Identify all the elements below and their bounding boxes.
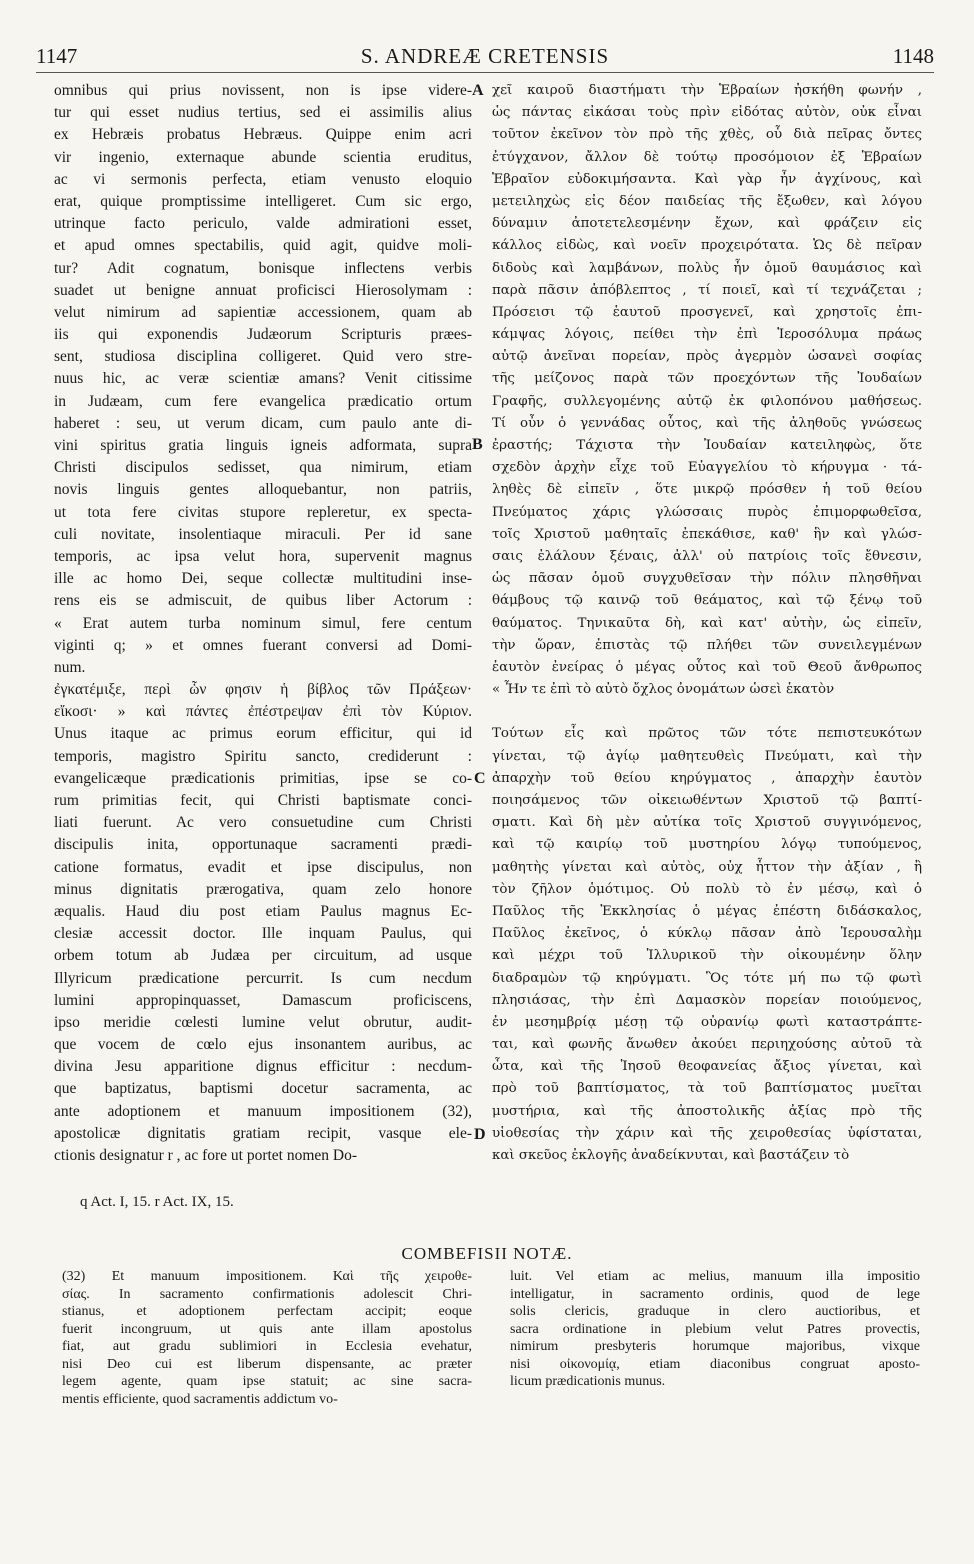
greek-line: θάμβους τῷ καινῷ τοῦ θεάματος, καὶ τῷ ξένῳ τοῦ xyxy=(492,593,922,609)
latin-line: liati fuerunt. Ac vero consuetudine cum Christi xyxy=(54,814,472,832)
latin-column xyxy=(54,80,472,1167)
note-left-line: legem agente, quam ipse statuit; ac sine sacra- xyxy=(62,1374,472,1389)
header-rule xyxy=(36,72,934,73)
greek-line: δύναμιν ἀποτετελεσμένην ἔχων, καὶ φράζειν εἰς xyxy=(492,216,922,232)
page-header xyxy=(36,44,934,74)
latin-line: lumini appropinquasset, Damascum proficiscens, xyxy=(54,991,472,1009)
margin-marker-b: B xyxy=(472,436,483,453)
latin-line: apostolicæ dignitatis gratiam recipit, vasque ele- xyxy=(54,1124,472,1142)
greek-line: Γραφῆς, συλλεγομένης αὐτῷ ἐκ φιλοπόνου μαθήσεως. xyxy=(492,393,922,409)
greek-line: καὶ σκεῦος ἐκλογῆς ἀναδείκνυται, καὶ βαστάζειν τὸ xyxy=(492,1148,850,1163)
note-right-line: nisi οἰκονομίᾳ, etiam diaconibus congruat aposto- xyxy=(510,1356,920,1372)
latin-line: viginti q; » et omnes fuerant conversi ad Domi- xyxy=(54,636,472,654)
notes-right-column xyxy=(510,1268,920,1391)
latin-line: num. xyxy=(54,658,86,676)
greek-line: διδοὺς καὶ λαμβάνων, πολὺς ἦν ὁμοῦ θαυμάσιος καὶ xyxy=(492,260,922,276)
latin-line: culi novitate, insolentiaque miraculi. Per id sane xyxy=(54,525,472,543)
notes-left-column xyxy=(62,1268,472,1408)
running-title: S. ANDREÆ CRETENSIS xyxy=(360,44,610,68)
margin-marker-d: D xyxy=(474,1126,486,1143)
greek-line: κάλλος εἰδὼς, καὶ νοεῖν προχειρότατα. Ὡς δὲ πεῖραν xyxy=(492,238,922,254)
latin-line: que baptizatus, baptismi docetur sacramenta, ac xyxy=(54,1080,472,1098)
greek-line: ποιησάμενος τῶν οἰκειωθέντων Χριστοῦ τῷ βαπτί- xyxy=(492,793,922,808)
latin-line: divina Jesu apparitione dignus efficitur : necdum- xyxy=(54,1058,472,1076)
page-number-right: 1148 xyxy=(892,44,934,68)
latin-line: clesiæ accessit doctor. Ille inquam Paulus, qui xyxy=(54,925,472,943)
greek-line: Τούτων εἷς καὶ πρῶτος τῶν τότε πεπιστευκότων xyxy=(492,726,922,742)
greek-line: ὡς πάντας εἰκάσαι τοὺς πρὶν εἰδότας αὐτὸν, οὐκ εἶναι xyxy=(492,105,922,121)
latin-line: temporis, magistro Spiritu sancto, crediderunt : xyxy=(54,747,472,765)
latin-line: rum primitias fecit, qui Christi baptismate conci- xyxy=(54,792,472,809)
margin-marker-c: C xyxy=(474,770,486,787)
latin-line: εἴκοσι· » καὶ πάντες ἐπέστρεψαν ἐπὶ τὸν Κύριον. xyxy=(54,703,472,721)
greek-line: διαδραμὼν τῷ κηρύγματι. Ὃς τότε μή πω τῷ φωτὶ xyxy=(492,970,922,986)
note-left-line: mentis efficiente, quod sacramentis addictum vo- xyxy=(62,1391,338,1407)
latin-line: rens eis se admiscuit, de quibus liber Actorum : xyxy=(54,592,472,610)
greek-line: ται, καὶ φωνῆς ἄνωθεν ἀκούει περιηχούσης αὐτοῦ τὰ xyxy=(492,1037,922,1053)
greek-line: τοῦτον ἐκεῖνον τὸν πρὸ τῆς χθὲς, οὗ διὰ πεῖρας ὄντες xyxy=(492,127,922,143)
latin-line: vini spiritus gratia linguis igneis adformata, supra xyxy=(54,437,472,454)
latin-line: nuus hic, ac veræ scientiæ amans? Venit citissime xyxy=(54,370,472,388)
latin-line: temporis, ac ipsa velut hora, supervenit magnus xyxy=(54,547,472,565)
latin-line: orbem totum ab Judæa per circuitum, ad usque xyxy=(54,947,472,965)
greek-line: ληθὲς δὲ εἰπεῖν , ὅτε μικρῷ πρόσθεν ἡ τοῦ θείου xyxy=(492,482,922,498)
latin-line: Unus itaque ac primus eorum efficitur, qui id xyxy=(54,725,472,743)
note-right-line: luit. Vel etiam ac melius, manuum illa impositio xyxy=(510,1269,920,1284)
latin-line: Christi discipulos sedisset, qua nimirum, etiam xyxy=(54,459,472,477)
note-left-line: fiat, aut gradu sublimiori in Ecclesia evehatur, xyxy=(62,1339,472,1354)
note-left-line: σίας. In sacramento confirmationis adolescit Chri- xyxy=(62,1286,472,1302)
greek-line: τὸν ζῆλον ὁμότιμος. Οὐ πολὺ τὸ ἐν μέσῳ, καὶ ὁ xyxy=(492,881,922,897)
note-left-line: nisi Deo cui est liberum dispensante, ac præter xyxy=(62,1356,472,1372)
latin-line: in Judæam, cum fere evangelica prædicatio ortum xyxy=(54,392,472,410)
latin-line: ctionis designatur r , ac fore ut portet nomen Do- xyxy=(54,1147,358,1164)
greek-line xyxy=(492,701,922,723)
latin-line: novis linguis gentes alloquebantur, non patriis, xyxy=(54,481,472,499)
latin-line: ipso meridie cœlesti lumine velut obrutur, audit- xyxy=(54,1013,472,1031)
greek-column xyxy=(492,80,922,1167)
latin-line: ex Hebræis probatus Hebræus. Quippe enim acri xyxy=(54,126,472,144)
greek-line: τὴν ὥραν, ἐπιστὰς τῷ πλήθει τῶν συνειλεγμένων xyxy=(492,637,922,653)
greek-line: σματι. Καὶ δὴ μὲν αὐτίκα τοῖς Χριστοῦ συγγινόμενος, xyxy=(492,815,922,831)
latin-line: tur qui esset nudius tertius, sed ei assimilis alius xyxy=(54,104,472,122)
greek-line: τοῖς Χριστοῦ μαθηταῖς ἐπεκάθισε, καθ' ἣν καὶ γλώσ- xyxy=(492,526,922,542)
note-right-line: licum prædicationis munus. xyxy=(510,1374,666,1389)
latin-line: erat, quique promptissime intelligeret. Cum sic ergo, xyxy=(54,192,472,210)
latin-line: utrinque facto periculo, valde admirationi esset, xyxy=(54,215,472,233)
latin-line: que vocem de cœlo ejus insonantem auribus, ac xyxy=(54,1036,472,1054)
greek-line: ἐτύγχανον, ἄλλον δὲ τούτῳ προσόμοιον ἐξ Ἑβραίων xyxy=(492,149,922,165)
greek-line: παρὰ πᾶσιν ἀπόβλεπτος , τί ποιεῖ, καὶ τί τεχνάζεται ; xyxy=(492,282,922,298)
latin-line: et apud omnes spectabilis, quid agit, quidve moli- xyxy=(54,237,472,255)
greek-line: ὦτα, καὶ τῆς Ἰησοῦ θεοφανείας ἄξιος γίνεται, καὶ xyxy=(492,1059,922,1075)
margin-marker-a: A xyxy=(472,82,484,99)
latin-line: haberet : seu, ut verum dicam, cum paulo ante di- xyxy=(54,414,472,432)
greek-line: Πρόσεισι τῷ ἑαυτοῦ προσγενεῖ, καὶ χρηστοῖς ἐπι- xyxy=(492,304,922,320)
latin-line: minus dignitatis prærogativa, quam zelo honore xyxy=(54,880,472,898)
greek-line: κάμψας λόγοις, πείθει τὴν ἐπὶ Ἱεροσόλυμα πράως xyxy=(492,327,922,343)
greek-line: υἱοθεσίας τὴν χάριν καὶ τῆς χειροθεσίας ὑφίσταται, xyxy=(492,1125,922,1141)
greek-line: Πνεύματος χάρις γλώσσαις πυρὸς ἐπιμορφωθεῖσα, xyxy=(492,504,922,520)
latin-line: ac vi sermonis perfecta, etiam venusto eloquio xyxy=(54,170,472,188)
greek-line: μαθητὴς γίνεται καὶ αὐτὸς, οὐχ ἧττον τὴν ἀξίαν , ἢ xyxy=(492,859,922,875)
greek-line: Ἑβραῖον εὐδοκιμήσαντα. Καὶ γὰρ ἦν ἀγχίνους, καὶ xyxy=(492,171,922,187)
greek-line: σαις ἐλάλουν ξέναις, ἀλλ' οὐ πατρίοις τοῖς ἔθνεσιν, xyxy=(492,548,922,564)
latin-line: æqualis. Haud diu post etiam Paulus magnus Ec- xyxy=(54,902,472,920)
notes-title: COMBEFISII NOTÆ. xyxy=(401,1244,573,1263)
greek-line: μετειληχὼς εἰς δέον παιδείας τῆς ἔξωθεν, καὶ λόγου xyxy=(492,193,922,209)
note-right-line: solis clericis, graduque in clero auctioribus, et xyxy=(510,1304,920,1319)
latin-line: vir ingenio, externaque abunde scientia eruditus, xyxy=(54,148,472,166)
greek-line: σχεδὸν ἀρχὴν εἶχε τοῦ Εὐαγγελίου τὸ κήρυγμα · τά- xyxy=(492,460,922,476)
greek-line: μυστήρια, καὶ τῆς ἀποστολικῆς ἀξίας πρὸ τῆς xyxy=(492,1103,922,1119)
latin-line: « Erat autem turba nominum simul, fere centum xyxy=(54,614,472,632)
greek-line: ἀπαρχὴν τοῦ θείου κηρύγματος , ἀπαρχὴν ἑαυτὸν xyxy=(492,770,922,786)
note-right-line: nimirum presbyteris horumque majoribus, vixque xyxy=(510,1339,920,1354)
note-right-line: sacra ordinatione in plebium velut Patres provectis, xyxy=(510,1321,920,1337)
greek-line: Τί οὖν ὁ γεννάδας οὗτος, καὶ τῆς ἀληθοῦς γνώσεως xyxy=(492,415,922,431)
greek-line: πρὸ τοῦ βαπτίσματος, τὰ τοῦ βαπτίσματος μυεῖται xyxy=(492,1081,922,1097)
greek-line: ἑαυτὸν ἐνείρας ὁ μέγας οὗτος καὶ τοῦ Θεοῦ ἄνθρωπος xyxy=(492,659,922,675)
page-number-left: 1147 xyxy=(36,44,78,68)
latin-line: sent, studiosa disciplina colligeret. Quid vero stre- xyxy=(54,348,472,366)
greek-line: καὶ μέχρι τοῦ Ἰλλυρικοῦ τὴν οἰκουμένην ὅλην xyxy=(492,948,922,964)
greek-line: « Ἦν τε ἐπὶ τὸ αὐτὸ ὄχλος ὀνομάτων ὡσεὶ ἑκατὸν xyxy=(492,682,835,698)
latin-line: evangelicæque prædicationis primitias, ipse se co- xyxy=(54,769,472,787)
greek-line: καὶ τῷ καιρίῳ τοῦ μυστηρίου λόγῳ τυπούμενος, xyxy=(492,837,922,853)
latin-line: ante adoptionem et manuum impositionem (32), xyxy=(54,1102,472,1120)
greek-line: γίνεται, τῷ ἁγίῳ μαθητευθεὶς Πνεύματι, καὶ τὴν xyxy=(492,748,922,764)
latin-line: velut nimirum ad sapientiæ accessionem, quam ab xyxy=(54,303,472,321)
latin-line: tur? Adit cognatum, bonisque inflectens verbis xyxy=(54,259,472,277)
greek-line: πλησιάσας, τὴν ἐπὶ Δαμασκὸν πορείαν ποιούμενος, xyxy=(492,992,922,1008)
latin-line: omnibus qui prius novissent, non is ipse videre- xyxy=(54,82,472,99)
note-left-line: fuerit incongruum, ut quis ante illam apostolus xyxy=(62,1321,472,1337)
greek-line: ὡς πᾶσαν ὁμοῦ συγχυθεῖσαν τὴν πόλιν πλησθῆναι xyxy=(492,571,922,587)
footnotes: q Act. I, 15. r Act. IX, 15. xyxy=(80,1194,234,1210)
latin-line: catione formatus, evadit et ipse discipulus, non xyxy=(54,858,472,876)
greek-line: ἐραστής; Τάχιστα τὴν Ἰουδαίαν κατειληφὼς, ὅτε xyxy=(492,438,922,453)
latin-line: Illyricum prædicatione percurrit. Is cum necdum xyxy=(54,969,472,987)
greek-line: ἐν μεσημβρίᾳ μέσῃ τῷ οὐρανίῳ φωτὶ καταστράπτε- xyxy=(492,1014,922,1030)
greek-line: Παῦλος ἐκεῖνος, ὁ κύκλῳ πᾶσαν ἀπὸ Ἱερουσαλὴμ xyxy=(492,926,922,942)
note-left-line: stianus, et adoptionem perfectam accipit; eoque xyxy=(62,1304,472,1319)
greek-line: χεῖ καιροῦ διαστήματι τὴν Ἑβραίων ἠσκήθη φωνήν , xyxy=(492,83,922,98)
greek-line: αὐτῷ ἀνεῖναι πορείαν, πρὸς ἀγερμὸν ὡσανεὶ σοφίας xyxy=(492,349,922,365)
note-right-line: intelligatur, in sacramento ordinis, quod de lege xyxy=(510,1286,920,1302)
latin-line: suadet ut benigne annuat proficisci Hierosolymam : xyxy=(54,281,472,299)
greek-line: τῆς μείζονος παρὰ τῶν προεχόντων τῆς Ἰουδαίων xyxy=(492,371,922,387)
greek-line: θαύματος. Τηνικαῦτα δὴ, καὶ κατ' αὐτὴν, ὡς εἰπεῖν, xyxy=(492,615,922,631)
latin-line: ille ac homo Dei, seque collectæ multitudini inse- xyxy=(54,570,472,588)
note-left-line: (32) Et manuum impositionem. Καὶ τῆς χειροθε- xyxy=(62,1269,472,1284)
latin-line: iis qui exponendis Judæorum Scripturis præes- xyxy=(54,326,472,344)
latin-line: ἐγκατέμιξε, περὶ ὧν φησιν ἡ βίβλος τῶν Πράξεων· xyxy=(54,681,472,699)
latin-line: ut tota fere civitas stupore repleretur, ex specta- xyxy=(54,503,472,521)
greek-line: Παῦλος τῆς Ἐκκλησίας ὁ μέγας ἐπέστη διδάσκαλος, xyxy=(492,903,922,919)
latin-line: discipulis inita, opportunaque sacramenti prædi- xyxy=(54,836,472,854)
